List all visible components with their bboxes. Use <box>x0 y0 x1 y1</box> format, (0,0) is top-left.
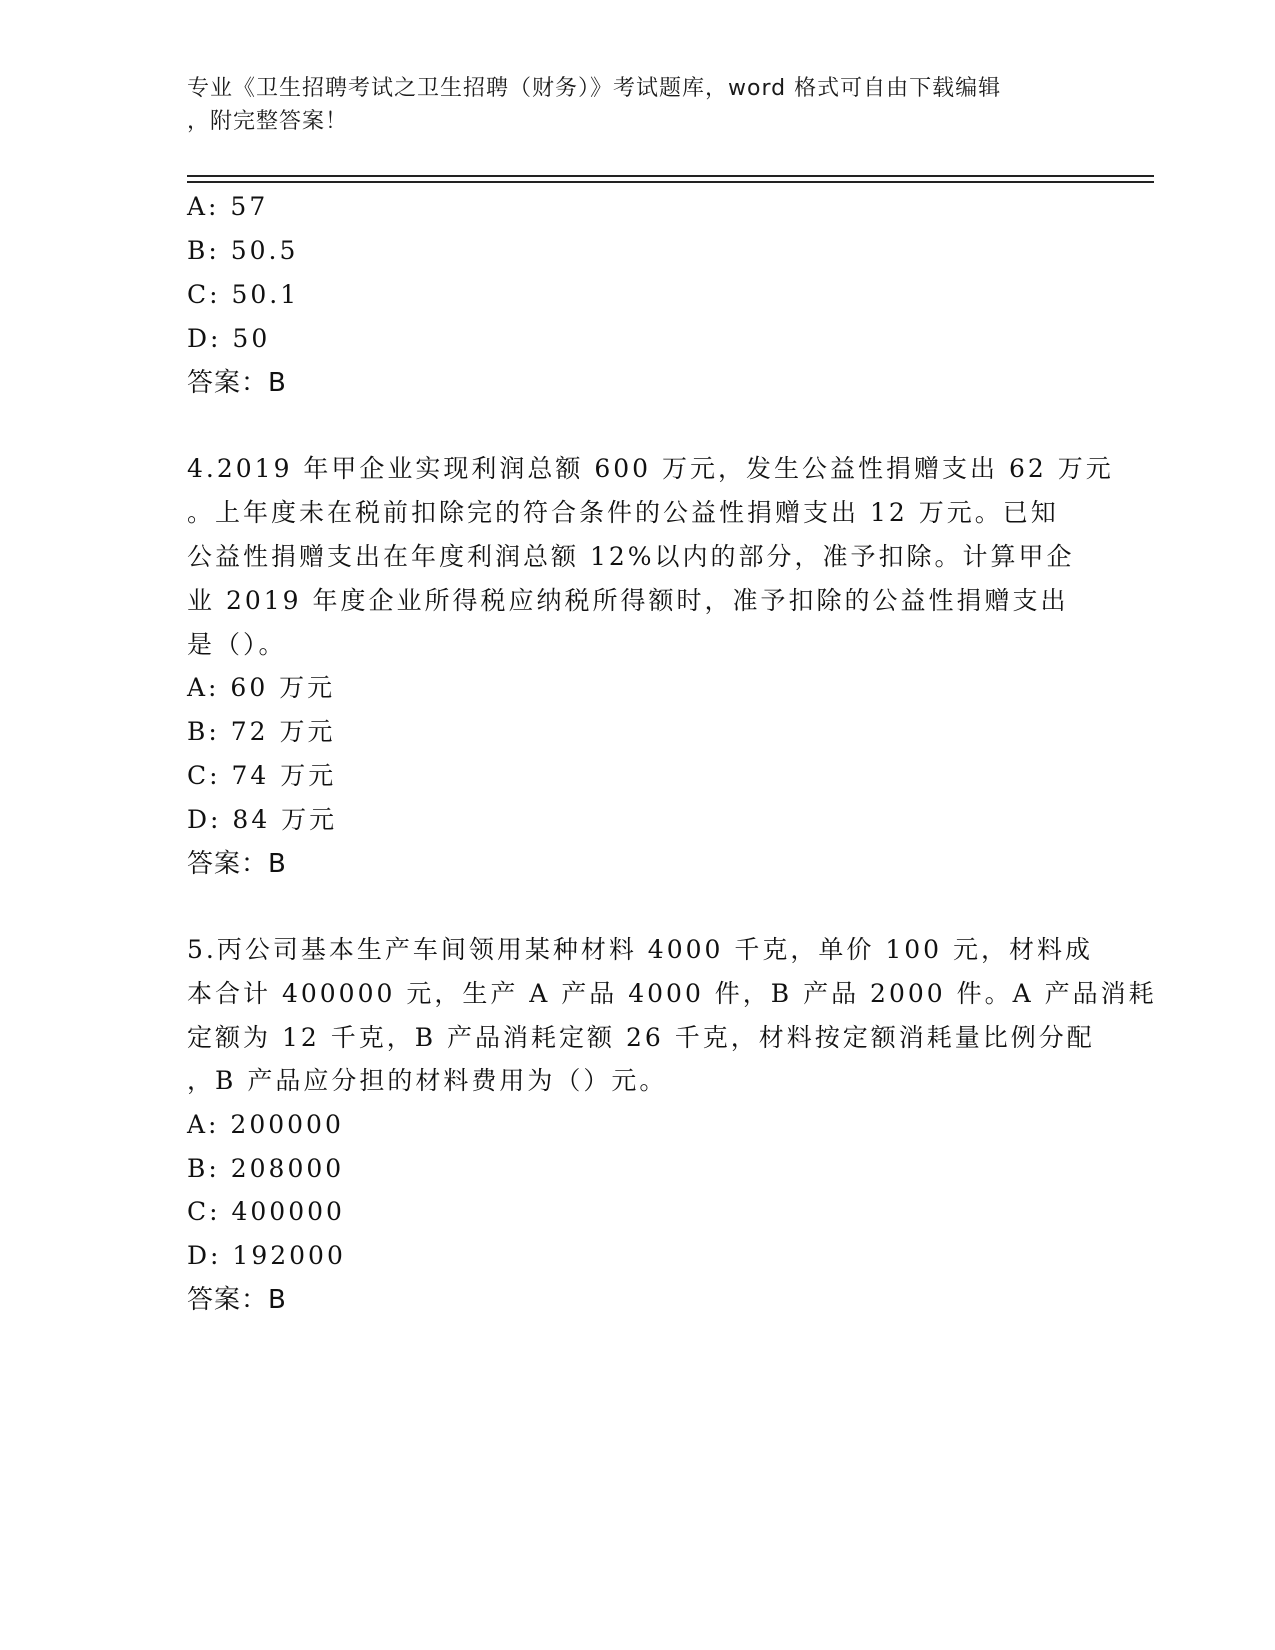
q5-option-a: A: 200000 <box>187 1110 344 1139</box>
q4-stem-line-2: 。上年度未在税前扣除完的符合条件的公益性捐赠支出 12 万元。已知 <box>187 498 1059 527</box>
q5-option-b: B: 208000 <box>187 1154 345 1183</box>
q3-answer: 答案：B <box>187 368 287 398</box>
header-line-1: 专业《卫生招聘考试之卫生招聘（财务）》考试题库，word 格式可自由下载编辑 <box>187 76 1002 101</box>
document-header <box>187 72 1087 138</box>
q3-option-d: D: 50 <box>187 324 271 353</box>
q5-stem-line-1: 5.丙公司基本生产车间领用某种材料 4000 千克，单价 100 元，材料成 <box>187 935 1093 964</box>
q5-stem-line-2: 本合计 400000 元，生产 A 产品 4000 件，B 产品 2000 件。A 产品消耗 <box>187 979 1157 1008</box>
q4-stem-line-5: 是（）。 <box>187 630 287 659</box>
q5-stem-line-3: 定额为 12 千克，B 产品消耗定额 26 千克，材料按定额消耗量比例分配 <box>187 1023 1095 1052</box>
q5-stem-line-4: ，B 产品应分担的材料费用为（）元。 <box>187 1066 668 1095</box>
q3-option-a: A: 57 <box>187 192 269 221</box>
header-divider-top <box>187 175 1154 177</box>
q4-stem-line-4: 业 2019 年度企业所得税应纳税所得额时，准予扣除的公益性捐赠支出 <box>187 586 1069 615</box>
header-line-2: ，附完整答案！ <box>187 109 349 134</box>
q5-option-d: D: 192000 <box>187 1241 346 1270</box>
q4-answer: 答案：B <box>187 849 287 879</box>
q4-option-d: D: 84 万元 <box>187 805 338 834</box>
q4-option-b: B: 72 万元 <box>187 717 336 746</box>
q4-option-c: C: 74 万元 <box>187 761 337 790</box>
q3-option-b: B: 50.5 <box>187 236 299 265</box>
q3-option-c: C: 50.1 <box>187 280 300 309</box>
q4-option-a: A: 60 万元 <box>187 673 336 702</box>
q4-stem-line-3: 公益性捐赠支出在年度利润总额 12%以内的部分，准予扣除。计算甲企 <box>187 542 1075 571</box>
q5-option-c: C: 400000 <box>187 1197 345 1226</box>
header-divider-bottom <box>187 181 1154 183</box>
q4-stem-line-1: 4.2019 年甲企业实现利润总额 600 万元，发生公益性捐赠支出 62 万元 <box>187 454 1114 483</box>
q5-answer: 答案：B <box>187 1285 287 1315</box>
